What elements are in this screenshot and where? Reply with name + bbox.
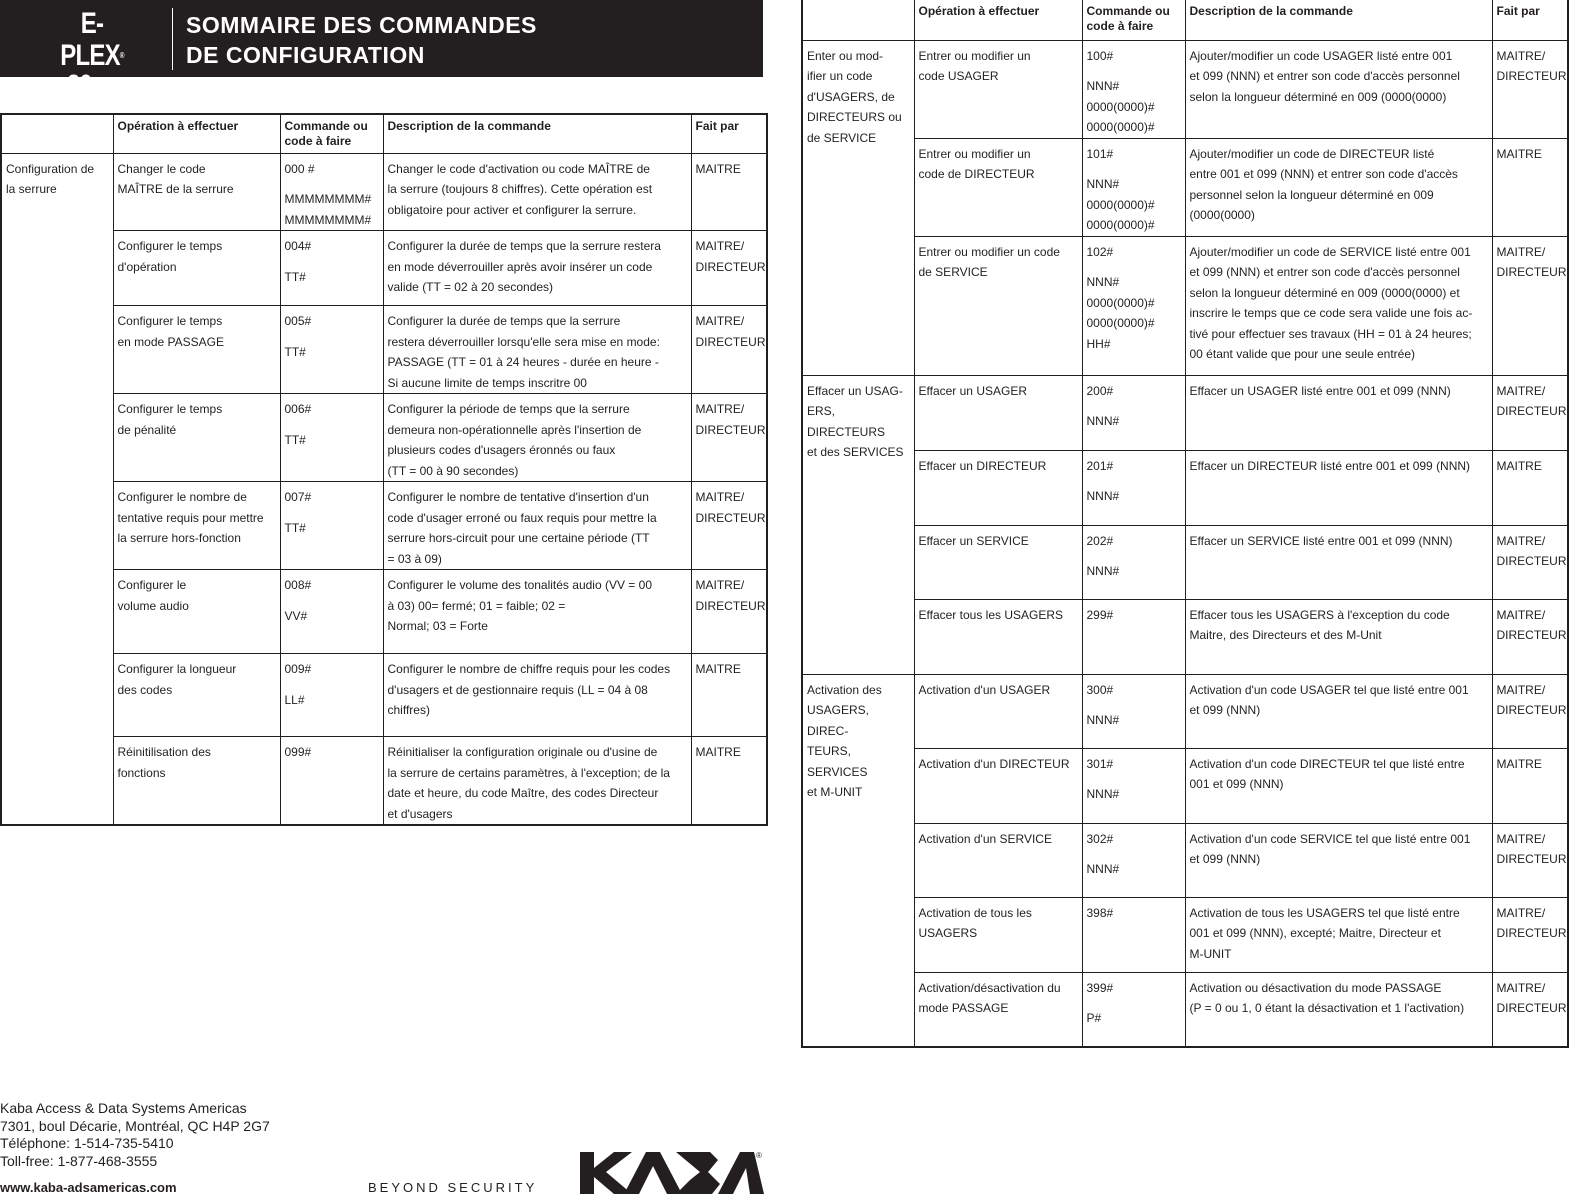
description-cell: Configurer la durée de temps que la serrure restera en mode déverrouiller après avoir insérer un code valide (TT = 02 à 20 secondes) — [383, 231, 691, 306]
operation-cell: Effacer tous les USAGERS — [914, 599, 1082, 674]
command-code: 102# — [1086, 244, 1114, 259]
command-code: NNN# 0000(0000)# 0000(0000)# — [1086, 177, 1155, 232]
command-code: NNN# — [1086, 564, 1120, 578]
column-header: Commande ou code à faire — [1082, 0, 1185, 40]
operation-cell: Effacer un SERVICE — [914, 525, 1082, 599]
done-by-cell: MAITRE/ DIRECTEUR — [1492, 40, 1568, 138]
command-code: TT# — [284, 520, 306, 535]
model-name: 20xx — [67, 70, 117, 95]
table-row — [802, 972, 1568, 1047]
description-cell: Activation d'un code DIRECTEUR tel que listé entre 001 et 099 (NNN) — [1185, 748, 1492, 823]
command-cell — [1082, 138, 1185, 236]
operation-cell: Activation d'un DIRECTEUR — [914, 748, 1082, 823]
table-row — [1, 231, 767, 306]
group-label: Activation des USAGERS, DIREC- TEURS, SERVICES et M-UNIT — [802, 674, 914, 1047]
command-code: NNN# 0000(0000)# 0000(0000)# HH# — [1086, 275, 1155, 351]
done-by-cell: MAITRE/ DIRECTEUR — [691, 570, 767, 654]
command-code: 000 # — [284, 161, 315, 176]
column-header — [802, 0, 914, 40]
description-cell: Configurer le volume des tonalités audio (VV = 00 à 03) 00= fermé; 01 = faible; 02 = Normal; 03 = Forte — [383, 570, 691, 654]
table-row — [802, 138, 1568, 236]
done-by-cell: MAITRE/ DIRECTEUR — [1492, 897, 1568, 972]
table-row — [802, 599, 1568, 674]
command-cell — [1082, 525, 1185, 599]
operation-cell: Réinitilisation des fonctions — [113, 737, 280, 826]
column-header: Commande ou code à faire — [280, 114, 383, 153]
command-cell — [280, 306, 383, 394]
command-code: 101# — [1086, 146, 1114, 161]
command-cell — [1082, 748, 1185, 823]
table-row — [802, 375, 1568, 450]
company-name: Kaba Access & Data Systems Americas — [0, 1100, 247, 1116]
done-by-cell: MAITRE/ DIRECTEUR — [691, 482, 767, 570]
command-code: 398# — [1086, 905, 1114, 920]
description-cell: Ajouter/modifier un code de SERVICE listé entre 001 et 099 (NNN) et entrer son code d'accès personnel selon la longueur déterminé en 009 (0000(0000) et inscrire le temps que ce code sera valide une fois ac- tivé pour effectuer ses travaux (HH = 01 à 24 heures; 00 étant valide que pour une seule entrée) — [1185, 236, 1492, 375]
command-code: 202# — [1086, 533, 1114, 548]
company-tollfree: Toll-free: 1-877-468-3555 — [0, 1152, 158, 1169]
config-table-left — [0, 113, 768, 826]
table-row — [802, 450, 1568, 525]
table-row — [802, 674, 1568, 748]
table-header-row — [1, 114, 767, 153]
table-row — [802, 823, 1568, 897]
operation-cell: Entrer ou modifier un code USAGER — [914, 40, 1082, 138]
command-cell — [280, 654, 383, 737]
operation-cell: Effacer un DIRECTEUR — [914, 450, 1082, 525]
operation-cell: Configurer le nombre de tentative requis pour mettre la serrure hors-fonction — [113, 482, 280, 570]
command-cell — [280, 570, 383, 654]
table-row — [1, 737, 767, 826]
operation-cell: Configurer le temps de pénalité — [113, 394, 280, 482]
done-by-cell: MAITRE — [1492, 748, 1568, 823]
group-label: Enter ou mod- ifier un code d'USAGERS, de DIRECTEURS ou de SERVICE — [802, 40, 914, 375]
column-header: Description de la commande — [1185, 0, 1492, 40]
command-code: MMMMMMMM# MMMMMMMM# — [284, 192, 372, 227]
description-cell: Effacer un DIRECTEUR listé entre 001 et 099 (NNN) — [1185, 450, 1492, 525]
table-row — [1, 654, 767, 737]
operation-cell: Configurer le temps en mode PASSAGE — [113, 306, 280, 394]
command-cell — [1082, 450, 1185, 525]
operation-cell: Entrer ou modifier un code de DIRECTEUR — [914, 138, 1082, 236]
command-code: 007# — [284, 490, 312, 504]
description-cell: Activation d'un code SERVICE tel que listé entre 001 et 099 (NNN) — [1185, 823, 1492, 897]
operation-cell: Configurer le volume audio — [113, 570, 280, 654]
config-table-right — [801, 0, 1569, 1048]
done-by-cell: MAITRE — [691, 153, 767, 231]
command-cell — [1082, 972, 1185, 1047]
group-label: Effacer un USAG- ERS, DIRECTEURS et des SERVICES — [802, 375, 914, 674]
done-by-cell: MAITRE — [691, 737, 767, 826]
description-cell: Configurer le nombre de chiffre requis pour les codes d'usagers et de gestionnaire requis (LL = 04 à 08 chiffres) — [383, 654, 691, 737]
description-cell: Activation d'un code USAGER tel que listé entre 001 et 099 (NNN) — [1185, 674, 1492, 748]
description-cell: Configurer la durée de temps que la serrure restera déverrouiller lorsqu'elle sera mise en mode: PASSAGE (TT = 01 à 24 heures - durée en heure - Si aucune limite de temps inscritre 00 — [383, 306, 691, 394]
footer-address — [0, 1100, 270, 1170]
operation-cell: Effacer un USAGER — [914, 375, 1082, 450]
command-cell — [280, 394, 383, 482]
done-by-cell: MAITRE/ DIRECTEUR — [1492, 972, 1568, 1047]
command-code: NNN# — [1086, 862, 1120, 876]
command-code: 302# — [1086, 831, 1114, 846]
operation-cell: Changer le code MAÎTRE de la serrure — [113, 153, 280, 231]
company-phone: Téléphone: 1-514-735-5410 — [0, 1135, 174, 1151]
command-code: NNN# — [1086, 713, 1120, 727]
command-cell — [1082, 599, 1185, 674]
operation-cell: Entrer ou modifier un code de SERVICE — [914, 236, 1082, 375]
command-code: NNN# — [1086, 414, 1120, 428]
done-by-cell: MAITRE/ DIRECTEUR — [1492, 823, 1568, 897]
command-cell — [1082, 823, 1185, 897]
description-cell: Effacer tous les USAGERS à l'exception du code Maitre, des Directeurs et des M-Unit — [1185, 599, 1492, 674]
command-cell — [1082, 40, 1185, 138]
table-row — [1, 570, 767, 654]
table-row — [1, 306, 767, 394]
done-by-cell: MAITRE/ DIRECTEUR — [1492, 525, 1568, 599]
command-cell — [1082, 674, 1185, 748]
command-cell — [280, 482, 383, 570]
description-cell: Activation ou désactivation du mode PASSAGE (P = 0 ou 1, 0 étant la désactivation et 1 l'activation) — [1185, 972, 1492, 1047]
command-code: 006# — [284, 402, 312, 416]
operation-cell: Activation/désactivation du mode PASSAGE — [914, 972, 1082, 1047]
command-code: 300# — [1086, 682, 1114, 697]
done-by-cell: MAITRE/ DIRECTEUR — [1492, 236, 1568, 375]
column-header — [1, 114, 113, 153]
table-row — [1, 482, 767, 570]
table-row — [1, 153, 767, 231]
column-header: Fait par — [691, 114, 767, 153]
description-cell: Effacer un USAGER listé entre 001 et 099 (NNN) — [1185, 375, 1492, 450]
description-cell: Réinitialiser la configuration originale ou d'usine de la serrure de certains paramètres, à l'exception; de la date et heure, du code Maître, des codes Directeur et d'usagers — [383, 737, 691, 826]
command-code: 299# — [1086, 607, 1114, 622]
title-line-2: DE CONFIGURATION — [186, 42, 425, 68]
command-code: NNN# — [1086, 787, 1120, 801]
command-cell — [280, 737, 383, 826]
eplex-logo: E-PLEX® 20xx — [42, 8, 142, 94]
command-code: TT# — [284, 432, 306, 447]
column-header: Opération à effectuer — [914, 0, 1082, 40]
description-cell: Changer le code d'activation ou code MAÎTRE de la serrure (toujours 8 chiffres). Cette opération est obligatoire pour activer et configurer la serrure. — [383, 153, 691, 231]
group-label: Configuration de la serrure — [1, 153, 113, 825]
command-code: LL# — [284, 692, 305, 707]
brand-name: E-PLEX — [60, 7, 120, 72]
table-row — [802, 525, 1568, 599]
operation-cell: Activation d'un SERVICE — [914, 823, 1082, 897]
command-code: P# — [1086, 1011, 1102, 1025]
command-code: TT# — [284, 269, 306, 284]
table-row — [802, 748, 1568, 823]
done-by-cell: MAITRE/ DIRECTEUR — [691, 231, 767, 306]
command-code: 100# — [1086, 48, 1114, 63]
command-code: 099# — [284, 745, 312, 759]
command-cell — [280, 153, 383, 231]
command-cell — [1082, 897, 1185, 972]
operation-cell: Activation de tous les USAGERS — [914, 897, 1082, 972]
command-code: 008# — [284, 578, 312, 592]
command-code: 005# — [284, 314, 312, 328]
svg-text:®: ® — [756, 1151, 762, 1160]
done-by-cell: MAITRE/ DIRECTEUR — [691, 394, 767, 482]
column-header: Fait par — [1492, 0, 1568, 40]
command-code: 004# — [284, 239, 312, 253]
done-by-cell: MAITRE/ DIRECTEUR — [691, 306, 767, 394]
table-row — [802, 40, 1568, 138]
operation-cell: Configurer la longueur des codes — [113, 654, 280, 737]
command-cell — [1082, 236, 1185, 375]
command-code: NNN# 0000(0000)# 0000(0000)# — [1086, 79, 1155, 134]
command-code: TT# — [284, 344, 306, 359]
table-row — [802, 236, 1568, 375]
table-row — [802, 897, 1568, 972]
done-by-cell: MAITRE/ DIRECTEUR — [1492, 599, 1568, 674]
description-cell: Ajouter/modifier un code USAGER listé entre 001 et 099 (NNN) et entrer son code d'accès personnel selon la longueur déterminé en 009 (0000(0000) — [1185, 40, 1492, 138]
description-cell: Activation de tous les USAGERS tel que listé entre 001 et 099 (NNN), excepté; Maitre, Directeur et M-UNIT — [1185, 897, 1492, 972]
tagline: BEYOND SECURITY — [368, 1180, 538, 1195]
done-by-cell: MAITRE/ DIRECTEUR — [1492, 674, 1568, 748]
description-cell: Effacer un SERVICE listé entre 001 et 099 (NNN) — [1185, 525, 1492, 599]
command-cell — [280, 231, 383, 306]
column-header: Description de la commande — [383, 114, 691, 153]
done-by-cell: MAITRE/ DIRECTEUR — [1492, 375, 1568, 450]
command-code: 399# — [1086, 980, 1114, 995]
website-link[interactable]: www.kaba-adsamericas.com — [0, 1180, 177, 1195]
operation-cell: Activation d'un USAGER — [914, 674, 1082, 748]
command-code: 200# — [1086, 383, 1114, 398]
header-divider — [172, 8, 173, 70]
done-by-cell: MAITRE — [1492, 138, 1568, 236]
done-by-cell: MAITRE — [1492, 450, 1568, 525]
column-header: Opération à effectuer — [113, 114, 280, 153]
command-code: VV# — [284, 608, 308, 623]
table-header-row — [802, 0, 1568, 40]
command-code: 201# — [1086, 458, 1114, 473]
description-cell: Configurer la période de temps que la serrure demeura non-opérationnelle après l'insertion de plusieurs codes d'usagers éronnés ou faux (TT = 00 à 90 secondes) — [383, 394, 691, 482]
table-row — [1, 394, 767, 482]
description-cell: Configurer le nombre de tentative d'insertion d'un code d'usager erroné ou faux requis pour mettre la serrure hors-circuit pour une certaine période (TT = 03 à 09) — [383, 482, 691, 570]
operation-cell: Configurer le temps d'opération — [113, 231, 280, 306]
company-address: 7301, boul Décarie, Montréal, QC H4P 2G7 — [0, 1117, 270, 1134]
title-line-1: SOMMAIRE DES COMMANDES — [186, 12, 537, 38]
command-code: 009# — [284, 662, 312, 676]
document-header — [0, 0, 763, 95]
page-title — [186, 10, 537, 70]
command-code: NNN# — [1086, 489, 1120, 503]
command-code: 301# — [1086, 756, 1114, 771]
done-by-cell: MAITRE — [691, 654, 767, 737]
kaba-logo — [580, 1150, 765, 1196]
description-cell: Ajouter/modifier un code de DIRECTEUR listé entre 001 et 099 (NNN) et entrer son code d'accès personnel selon la longueur déterminé en 009 (0000(0000) — [1185, 138, 1492, 236]
command-cell — [1082, 375, 1185, 450]
